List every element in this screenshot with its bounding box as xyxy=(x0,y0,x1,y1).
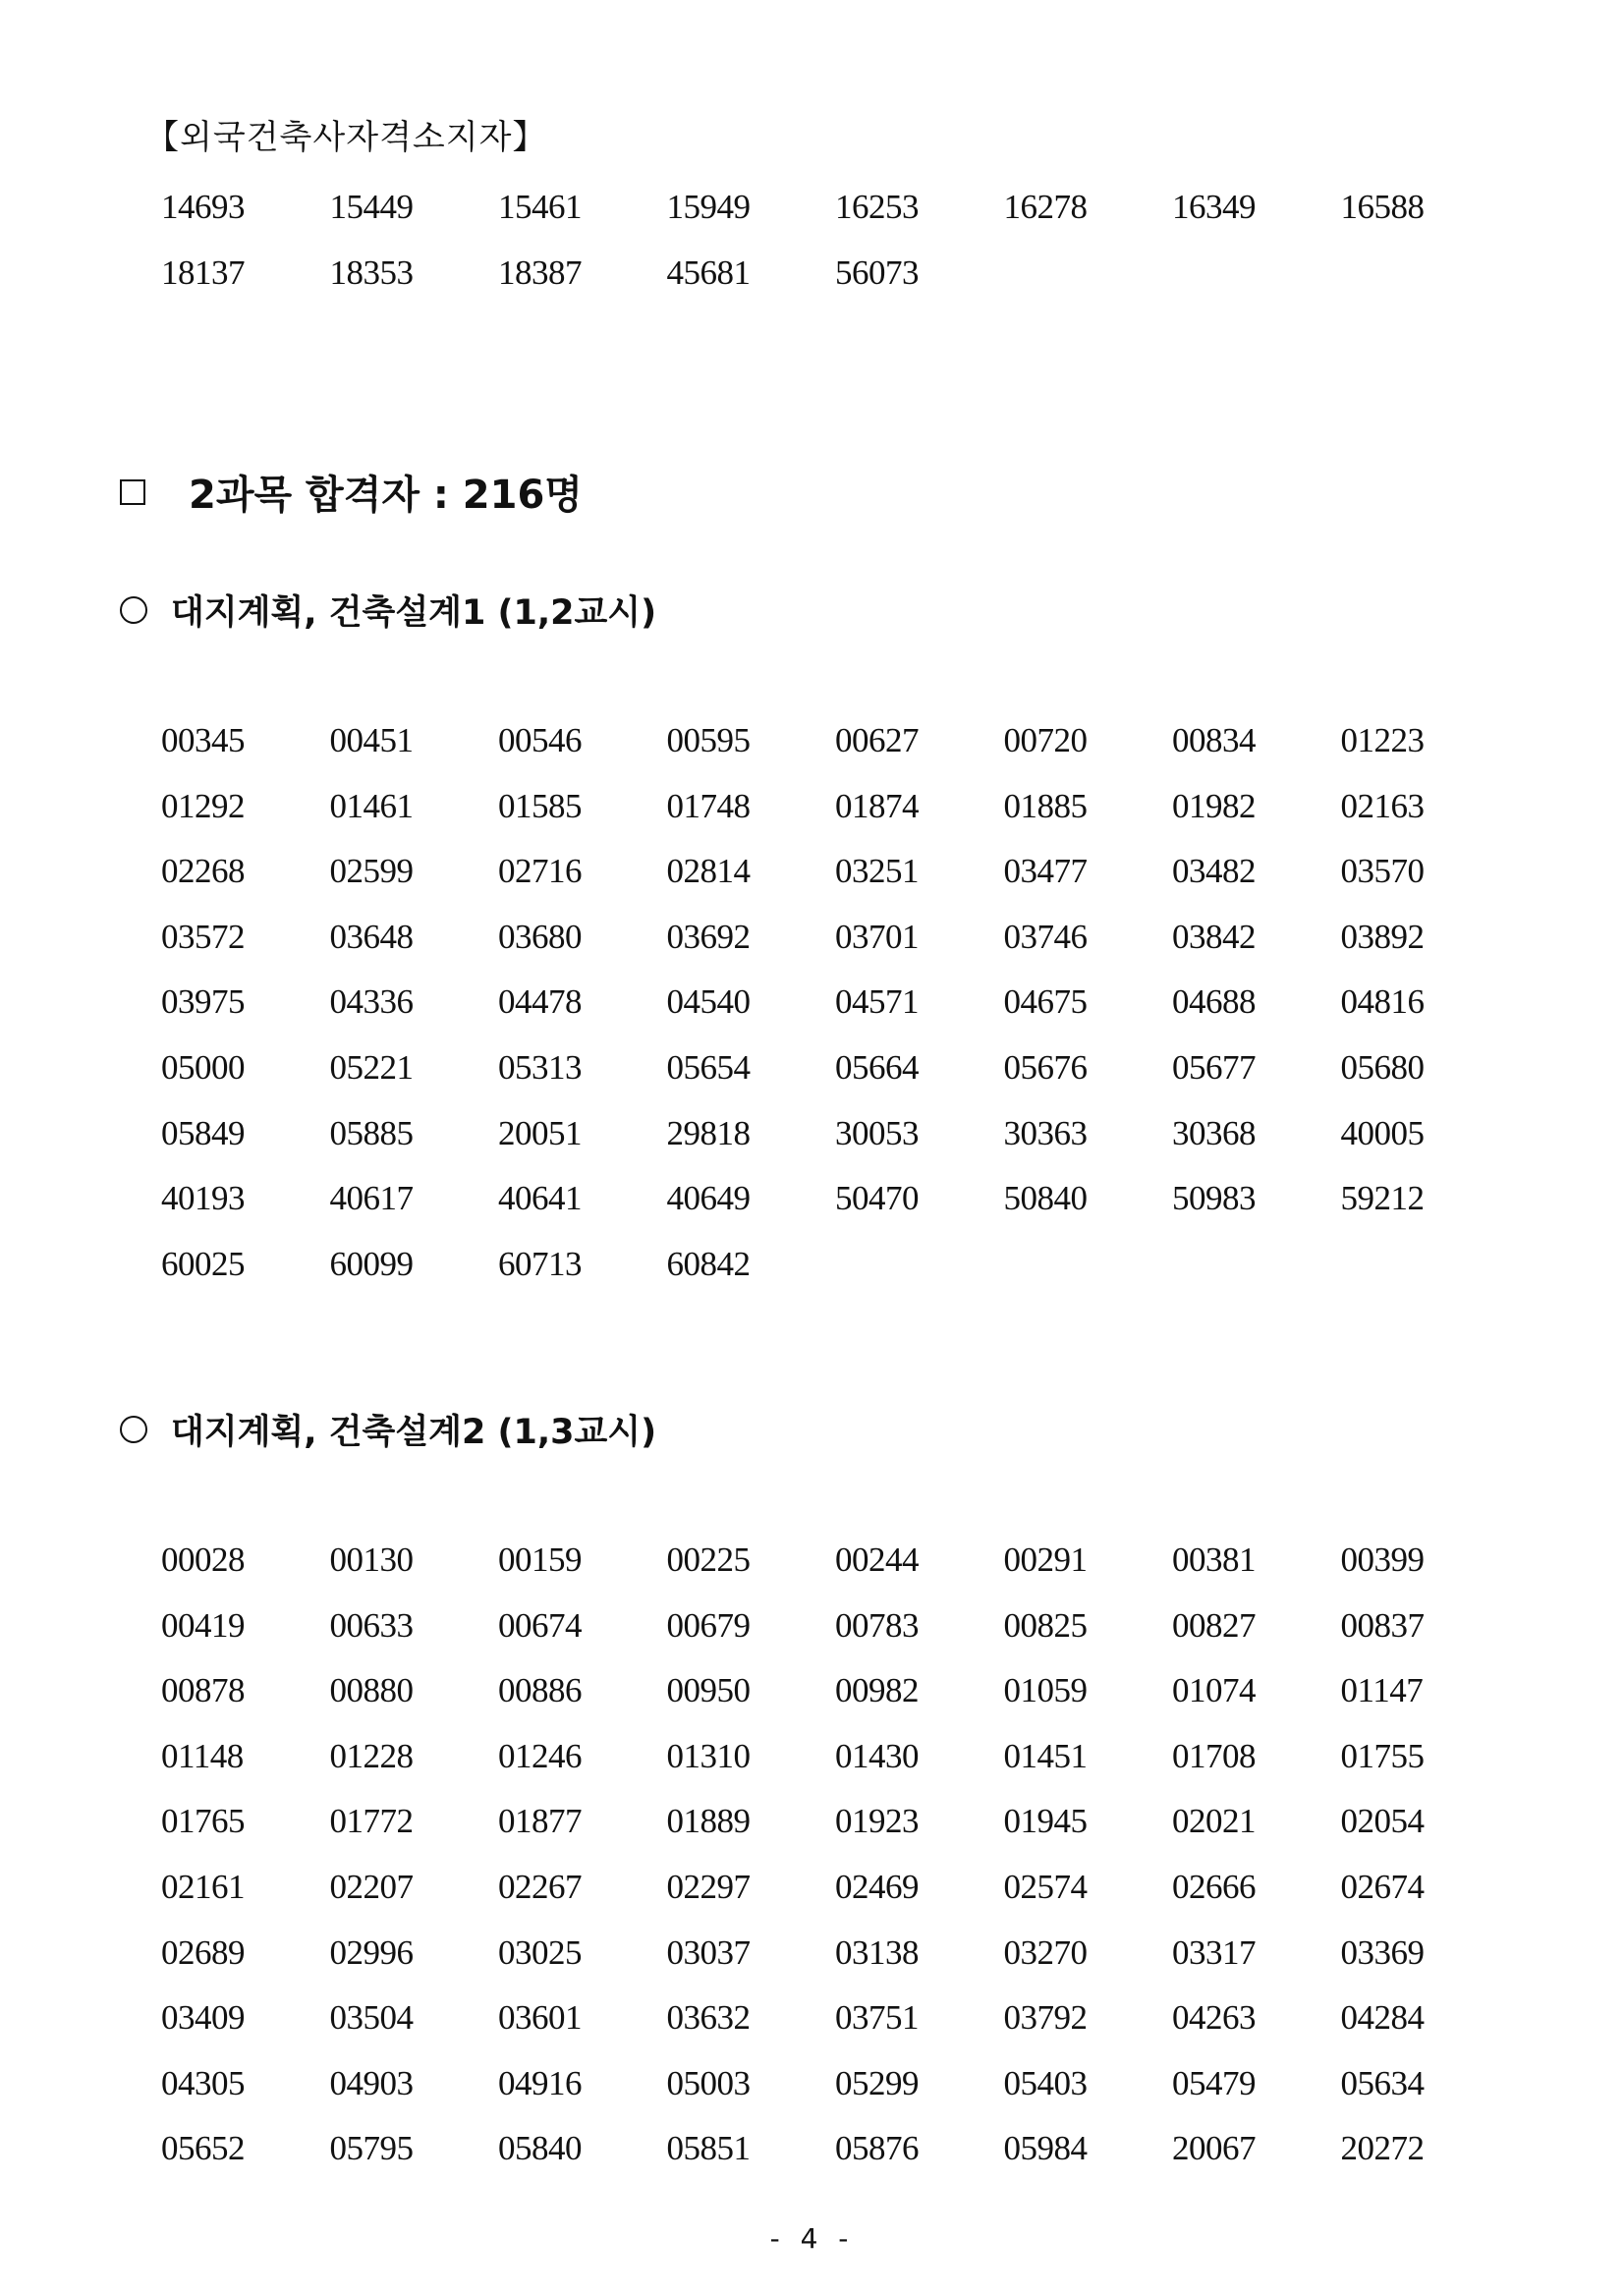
candidate-number: 60025 xyxy=(161,1244,245,1283)
candidate-number: 03892 xyxy=(1340,917,1425,956)
candidate-number: 02716 xyxy=(498,852,582,891)
candidate-number: 03570 xyxy=(1340,852,1425,891)
candidate-number: 03751 xyxy=(835,1998,919,2038)
candidate-number: 02207 xyxy=(329,1867,414,1906)
candidate-number: 03572 xyxy=(161,917,245,956)
candidate-number: 02666 xyxy=(1172,1867,1256,1906)
candidate-number: 03632 xyxy=(666,1998,751,2038)
candidate-number: 15461 xyxy=(498,188,582,226)
candidate-number: 00837 xyxy=(1340,1605,1425,1645)
candidate-number: 16588 xyxy=(1340,188,1425,226)
candidate-number: 16349 xyxy=(1172,188,1256,226)
candidate-number: 16253 xyxy=(835,188,919,226)
candidate-number: 03270 xyxy=(1003,1932,1088,1972)
candidate-number: 15449 xyxy=(329,188,414,226)
candidate-number: 01147 xyxy=(1340,1671,1424,1710)
candidate-number: 59212 xyxy=(1340,1179,1425,1218)
candidate-number: 05003 xyxy=(666,2063,751,2102)
foreign-license-heading: 【외국건축사자격소지자】 xyxy=(145,118,547,157)
candidate-number: 40005 xyxy=(1340,1113,1425,1152)
candidate-number: 04903 xyxy=(329,2063,414,2102)
section-heading-text: 2과목 합격자 : 216명 xyxy=(189,473,583,518)
candidate-number: 00878 xyxy=(161,1671,245,1710)
candidate-number: 01059 xyxy=(1003,1671,1088,1710)
candidate-number: 05221 xyxy=(329,1047,414,1087)
candidate-number: 03648 xyxy=(329,917,414,956)
circle-icon xyxy=(120,596,147,624)
section-heading xyxy=(120,464,583,520)
candidate-number: 00633 xyxy=(329,1605,414,1645)
candidate-number: 18387 xyxy=(498,252,582,292)
candidate-number: 05664 xyxy=(835,1047,919,1087)
candidate-number: 00159 xyxy=(498,1540,582,1579)
candidate-number: 03692 xyxy=(666,917,751,956)
candidate-number: 20272 xyxy=(1340,2129,1425,2168)
candidate-number: 05984 xyxy=(1003,2129,1088,2168)
candidate-number: 04284 xyxy=(1340,1998,1425,2038)
candidate-number: 01889 xyxy=(666,1802,751,1841)
candidate-number: 05851 xyxy=(666,2129,751,2168)
candidate-number: 04816 xyxy=(1340,982,1425,1022)
candidate-number: 03482 xyxy=(1172,852,1256,891)
candidate-number: 18353 xyxy=(329,252,414,292)
candidate-number: 00783 xyxy=(835,1605,919,1645)
candidate-number: 02054 xyxy=(1340,1802,1425,1841)
candidate-number: 00451 xyxy=(329,721,414,759)
candidate-number: 00345 xyxy=(161,721,245,759)
candidate-number: 00825 xyxy=(1003,1605,1088,1645)
candidate-number: 04688 xyxy=(1172,982,1256,1022)
candidate-number: 03601 xyxy=(498,1998,582,2038)
candidate-number: 56073 xyxy=(835,252,919,292)
candidate-number: 05680 xyxy=(1340,1047,1425,1087)
candidate-number: 02268 xyxy=(161,852,245,891)
candidate-number: 01708 xyxy=(1172,1736,1256,1775)
candidate-number: 01246 xyxy=(498,1736,582,1775)
candidate-number: 05652 xyxy=(161,2129,245,2168)
candidate-number: 40617 xyxy=(329,1179,414,1218)
candidate-number: 16278 xyxy=(1003,188,1088,226)
candidate-number: 01585 xyxy=(498,786,582,825)
candidate-number: 02574 xyxy=(1003,1867,1088,1906)
candidate-number: 05885 xyxy=(329,1113,414,1152)
candidate-number: 00399 xyxy=(1340,1540,1425,1579)
candidate-number: 00880 xyxy=(329,1671,414,1710)
candidate-number: 00950 xyxy=(666,1671,751,1710)
candidate-number: 01223 xyxy=(1340,721,1425,759)
candidate-number: 00827 xyxy=(1172,1605,1256,1645)
circle-icon xyxy=(120,1416,147,1443)
candidate-number: 60713 xyxy=(498,1244,582,1283)
candidate-number: 00834 xyxy=(1172,721,1256,759)
candidate-number: 01982 xyxy=(1172,786,1256,825)
candidate-number: 02689 xyxy=(161,1932,245,1972)
candidate-number: 03025 xyxy=(498,1932,582,1972)
candidate-number: 03746 xyxy=(1003,917,1088,956)
candidate-number: 00982 xyxy=(835,1671,919,1710)
candidate-number: 02599 xyxy=(329,852,414,891)
candidate-number: 02674 xyxy=(1340,1867,1425,1906)
candidate-number: 01074 xyxy=(1172,1671,1256,1710)
candidate-number: 05634 xyxy=(1340,2063,1425,2102)
candidate-number: 01310 xyxy=(666,1736,751,1775)
candidate-number: 00627 xyxy=(835,721,919,759)
candidate-number: 00679 xyxy=(666,1605,751,1645)
candidate-number: 05403 xyxy=(1003,2063,1088,2102)
candidate-number: 30368 xyxy=(1172,1113,1256,1152)
candidate-number: 05840 xyxy=(498,2129,582,2168)
candidate-number: 03317 xyxy=(1172,1932,1256,1972)
candidate-number: 00419 xyxy=(161,1605,245,1645)
candidate-number: 02469 xyxy=(835,1867,919,1906)
candidate-number: 30363 xyxy=(1003,1113,1088,1152)
candidate-number: 29818 xyxy=(666,1113,751,1152)
candidate-number: 01430 xyxy=(835,1736,919,1775)
candidate-number: 05299 xyxy=(835,2063,919,2102)
subsection-1-heading-text: 대지계획, 건축설계1 (1,2교시) xyxy=(171,593,657,633)
candidate-number: 04336 xyxy=(329,982,414,1022)
candidate-number: 04540 xyxy=(666,982,751,1022)
candidate-number: 02161 xyxy=(161,1867,245,1906)
candidate-number: 00291 xyxy=(1003,1540,1088,1579)
subsection-2-heading xyxy=(120,1405,656,1454)
candidate-number: 20067 xyxy=(1172,2129,1256,2168)
candidate-number: 50840 xyxy=(1003,1179,1088,1218)
candidate-number: 04305 xyxy=(161,2063,245,2102)
candidate-number: 03842 xyxy=(1172,917,1256,956)
candidate-number: 04478 xyxy=(498,982,582,1022)
candidate-number: 20051 xyxy=(498,1113,582,1152)
candidate-number: 14693 xyxy=(161,188,245,226)
candidate-number: 03409 xyxy=(161,1998,245,2038)
candidate-number: 00595 xyxy=(666,721,751,759)
candidate-number: 00720 xyxy=(1003,721,1088,759)
candidate-number: 05849 xyxy=(161,1113,245,1152)
candidate-number: 05676 xyxy=(1003,1047,1088,1087)
candidate-number: 03138 xyxy=(835,1932,919,1972)
candidate-number: 03251 xyxy=(835,852,919,891)
candidate-number: 05677 xyxy=(1172,1047,1256,1087)
candidate-number: 02814 xyxy=(666,852,751,891)
candidate-number: 30053 xyxy=(835,1113,919,1152)
page-number: - 4 - xyxy=(769,2222,855,2255)
candidate-number: 01292 xyxy=(161,786,245,825)
foreign-license-number-grid xyxy=(161,175,1509,306)
candidate-number: 00674 xyxy=(498,1605,582,1645)
subsection-2-number-grid xyxy=(161,1528,1509,2182)
candidate-number: 00546 xyxy=(498,721,582,759)
candidate-number: 01748 xyxy=(666,786,751,825)
candidate-number: 03477 xyxy=(1003,852,1088,891)
candidate-number: 04263 xyxy=(1172,1998,1256,2038)
candidate-number: 02163 xyxy=(1340,786,1425,825)
candidate-number: 01874 xyxy=(835,786,919,825)
candidate-number: 03369 xyxy=(1340,1932,1425,1972)
candidate-number: 15949 xyxy=(666,188,751,226)
candidate-number: 40193 xyxy=(161,1179,245,1218)
candidate-number: 00244 xyxy=(835,1540,919,1579)
subsection-2-heading-text: 대지계획, 건축설계2 (1,3교시) xyxy=(171,1413,657,1452)
candidate-number: 01451 xyxy=(1003,1736,1088,1775)
candidate-number: 01923 xyxy=(835,1802,919,1841)
subsection-1-heading xyxy=(120,586,656,635)
candidate-number: 50470 xyxy=(835,1179,919,1218)
candidate-number: 04916 xyxy=(498,2063,582,2102)
candidate-number: 01228 xyxy=(329,1736,414,1775)
candidate-number: 01945 xyxy=(1003,1802,1088,1841)
candidate-number: 60842 xyxy=(666,1244,751,1283)
candidate-number: 04571 xyxy=(835,982,919,1022)
candidate-number: 03975 xyxy=(161,982,245,1022)
candidate-number: 40649 xyxy=(666,1179,751,1218)
candidate-number: 00225 xyxy=(666,1540,751,1579)
candidate-number: 45681 xyxy=(666,252,751,292)
candidate-number: 02996 xyxy=(329,1932,414,1972)
square-icon xyxy=(120,479,145,505)
candidate-number: 00886 xyxy=(498,1671,582,1710)
candidate-number: 02021 xyxy=(1172,1802,1256,1841)
candidate-number: 01877 xyxy=(498,1802,582,1841)
candidate-number: 05000 xyxy=(161,1047,245,1087)
candidate-number: 05795 xyxy=(329,2129,414,2168)
candidate-number: 01755 xyxy=(1340,1736,1425,1775)
candidate-number: 03792 xyxy=(1003,1998,1088,2038)
candidate-number: 03504 xyxy=(329,1998,414,2038)
candidate-number: 05313 xyxy=(498,1047,582,1087)
subsection-1-number-grid xyxy=(161,708,1509,1297)
candidate-number: 02297 xyxy=(666,1867,751,1906)
candidate-number: 03037 xyxy=(666,1932,751,1972)
candidate-number: 00381 xyxy=(1172,1540,1256,1579)
candidate-number: 03680 xyxy=(498,917,582,956)
candidate-number: 01148 xyxy=(161,1736,244,1775)
candidate-number: 00028 xyxy=(161,1540,245,1579)
candidate-number: 50983 xyxy=(1172,1179,1256,1218)
candidate-number: 02267 xyxy=(498,1867,582,1906)
candidate-number: 01772 xyxy=(329,1802,414,1841)
candidate-number: 01765 xyxy=(161,1802,245,1841)
candidate-number: 05876 xyxy=(835,2129,919,2168)
candidate-number: 18137 xyxy=(161,252,245,292)
candidate-number: 01461 xyxy=(329,786,414,825)
candidate-number: 05654 xyxy=(666,1047,751,1087)
candidate-number: 03701 xyxy=(835,917,919,956)
candidate-number: 00130 xyxy=(329,1540,414,1579)
candidate-number: 05479 xyxy=(1172,2063,1256,2102)
candidate-number: 60099 xyxy=(329,1244,414,1283)
candidate-number: 01885 xyxy=(1003,786,1088,825)
candidate-number: 40641 xyxy=(498,1179,582,1218)
candidate-number: 04675 xyxy=(1003,982,1088,1022)
